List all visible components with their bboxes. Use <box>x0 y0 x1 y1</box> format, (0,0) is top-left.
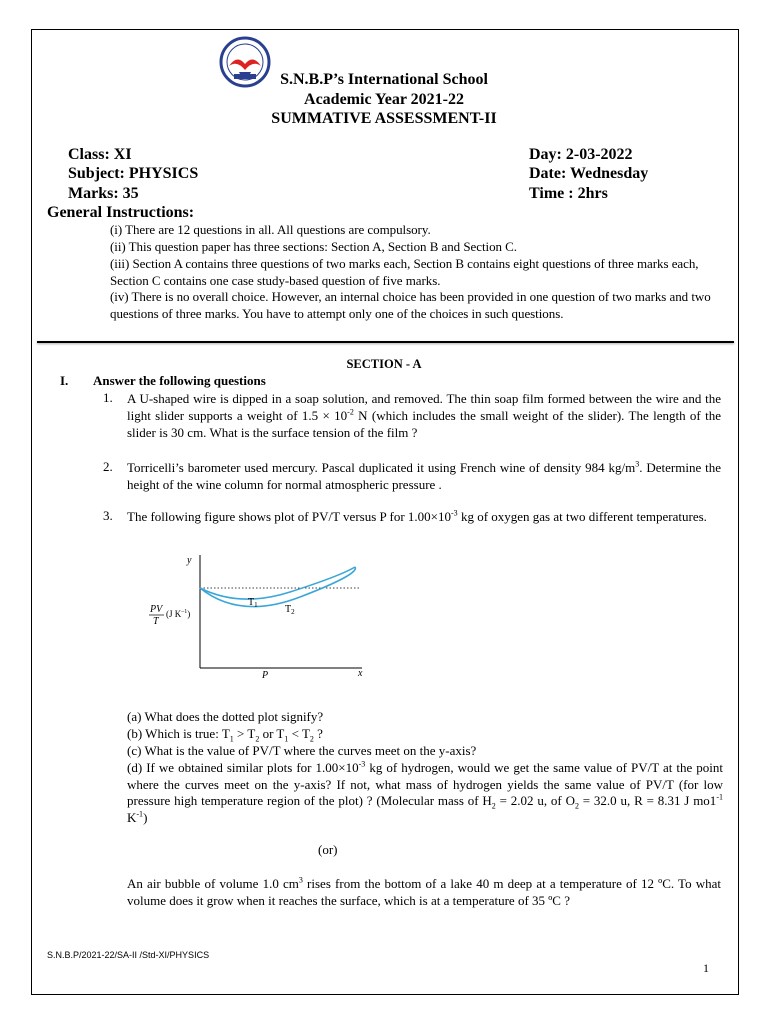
question-number: 3. <box>103 508 113 523</box>
part-numeral: I. <box>60 373 69 388</box>
divider <box>37 341 734 343</box>
curve-t2 <box>200 567 355 607</box>
pv-t-figure <box>140 550 380 685</box>
page-number: 1 <box>703 961 709 975</box>
question-number: 1. <box>103 390 113 405</box>
instruction-item: (iii) Section A contains three questions of two marks each, Section B contains eight questions of three marks each, Section C contains one case study-based question of five marks. <box>110 256 699 288</box>
question-number: 2. <box>103 459 113 474</box>
exam-title: SUMMATIVE ASSESSMENT-II <box>271 110 497 127</box>
instructions-title: General Instructions: <box>47 204 195 221</box>
ylabel-numerator: PV <box>150 604 163 615</box>
marks-label: Marks: 35 <box>68 185 139 202</box>
question-3d: (d) If we obtained similar plots for $1.00\times 10^{-3}$ kg of hydrogen, would we get the same value of PV/T at the point where the curves meet on the y-axis? If not, what mass of hydrogen yields the same value of PV/T (for low pressure high temperature region of the plot) ? (Molecular mass of $H_2 = 2.02$ u, of $O_2 = 32.0$ u, R = 8.31 J $mo1^{-1}$ $K^{-1}$) <box>127 759 724 825</box>
question-2: Torricelli’s barometer used mercury. Pascal duplicated it using French wine of density 984 $kg/m^3$. Determine the height of the wine column for normal atmospheric pressure . <box>127 459 722 492</box>
t2-label: $T_2$ <box>285 604 295 616</box>
y-axis-letter: y <box>187 555 192 566</box>
footer-code: S.N.B.P/2021-22/SA-II /Std-XI/PHYSICS <box>47 950 210 960</box>
school-name: S.N.B.P’s International School <box>280 71 488 88</box>
instruction-item: (ii) This question paper has three sections: Section A, Section B and Section C. <box>110 239 517 254</box>
ylabel-denominator: T <box>153 616 159 627</box>
p-axis-label: P <box>262 670 269 681</box>
instruction-item: (i) There are 12 questions in all. All questions are compulsory. <box>110 222 431 237</box>
question-3: The following figure shows plot of PV/T versus P for $1.00\times 10^{-3}$ kg of oxygen gas at two different temperatures. <box>127 508 707 524</box>
academic-year: Academic Year 2021-22 <box>304 91 464 108</box>
date-label: Date: Wednesday <box>529 165 649 182</box>
or-label: (or) <box>318 842 338 857</box>
question-3c: (c) What is the value of PV/T where the curves meet on the y-axis? <box>127 743 477 758</box>
question-3b: (b) Which is true: $T_1 > T_2$ or $T_1 < T_2$ ? <box>127 726 323 744</box>
question-3a: (a) What does the dotted plot signify? <box>127 709 324 724</box>
t1-label: $T_1$ <box>248 597 258 609</box>
ylabel-unit: (J $K^{-1}$) <box>166 609 191 619</box>
section-title: SECTION - A <box>346 357 422 371</box>
question-1: A U-shaped wire is dipped in a soap solution, and removed. The thin soap film formed between the wire and the light slider supports a weight of $1.5 \times 10^{-2}$ N (which includes the small weight of the slider). The length of the slider is 30 cm. What is the surface tension of the film ? <box>127 391 721 440</box>
part-instruction: Answer the following questions <box>93 373 266 388</box>
instruction-item: (iv) There is no overall choice. However, an internal choice has been provided in one question of two marks and two questions of three marks. You have to attempt only one of the choices in such questions. <box>110 289 711 321</box>
day-label: Day: 2-03-2022 <box>529 146 633 163</box>
x-axis-letter: x <box>358 668 363 679</box>
class-label: Class: XI <box>68 146 132 163</box>
question-3-alternative: An air bubble of volume 1.0 $cm^3$ rises from the bottom of a lake 40 m deep at a temperature of 12 ºC. To what volume does it grow when it reaches the surface, which is at a temperature of 35 ºC ? <box>127 875 722 908</box>
subject-label: Subject: PHYSICS <box>68 165 199 182</box>
time-label: Time : 2hrs <box>529 185 608 202</box>
